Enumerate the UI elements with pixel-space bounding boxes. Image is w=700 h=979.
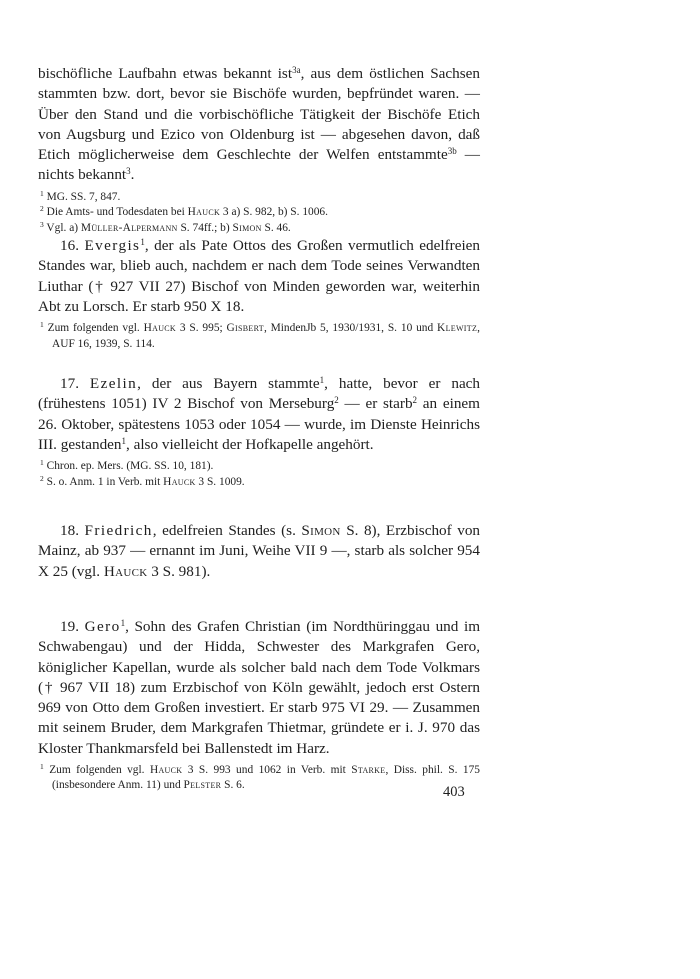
- footnote-text: 3 S. 993 und 1062 in Verb. mit: [182, 764, 352, 777]
- text: , edelfreien Standes (s.: [152, 522, 302, 539]
- footnote-number: 1: [40, 458, 44, 468]
- footnote-number: 1: [40, 320, 44, 330]
- footnotes: [38, 321, 480, 352]
- footnote-number: 1: [40, 188, 44, 198]
- text: S. 8), Erzbischof von Mainz, ab 937 — ernannt im Juni, Weihe VII 9 —, starb als solcher 954 X 25 (vgl.: [38, 522, 481, 580]
- footnote-text: 3 S. 1009.: [195, 475, 245, 488]
- intro-paragraph: [38, 64, 480, 186]
- footnote: [38, 763, 480, 794]
- text: , hatte, bevor er nach (frühestens 1051) IV 2 Bischof von Merseburg: [38, 375, 481, 413]
- footnote-marker[interactable]: 1: [121, 435, 126, 446]
- footnote: [38, 459, 480, 474]
- footnote-number: 2: [40, 473, 44, 483]
- text: — nichts bekannt: [38, 146, 480, 184]
- author-name: Hauck: [187, 206, 221, 219]
- intro-section: [38, 64, 480, 236]
- footnote-text: Zum folgenden vgl.: [49, 764, 150, 777]
- footnote-text: Die Amts- und Todesdaten bei: [46, 206, 188, 219]
- text: , aus dem östlichen Sachsen stammten bzw. dort, bevor sie Bischöfe wurden, bepfründet waren. — Über den Stand und die vorbischöfliche Tätigkeit der Bischöfe Etich von Augsburg und Ezico von Oldenburg ist — abgesehen davon, daß Etich möglicherweise dem Geschlechte der Welfen entstammte: [38, 65, 480, 164]
- footnote-text: S. 46.: [261, 221, 291, 234]
- entry-paragraph: [38, 236, 480, 317]
- footnote: [38, 190, 480, 205]
- footnotes: [38, 459, 480, 490]
- footnote-marker[interactable]: 1: [319, 375, 325, 385]
- text: , Sohn des Grafen Christian (im Nordthüringgau und im Schwabengau) und der Hidda, Schwester des Markgrafen Gero, königlicher Kapellan, wurde als solcher bald nach dem Tode Volkmars († 967 VII 18) zum Erzbischof von Köln gewählt, jedoch erst Ostern 969 von Otto dem Großen investiert. Er starb 975 VI 29. — Zusammen mit seinem Bruder, dem Markgrafen Thietmar, gründete er i. J. 970 das Kloster Thankmarsfeld bei Ballenstedt im Harz.: [38, 618, 481, 757]
- footnote-text: 3 S. 995;: [176, 322, 227, 335]
- author-name: Hauck: [149, 764, 183, 777]
- footnote-text: 3 a) S. 982, b) S. 1006.: [220, 206, 328, 219]
- entry-paragraph: [38, 521, 480, 582]
- footnote-marker[interactable]: 2: [334, 395, 339, 406]
- footnote-number: 3: [40, 219, 44, 229]
- footnote: [38, 205, 480, 220]
- footnote-text: S. 6.: [221, 779, 245, 792]
- author-name: Simon: [301, 522, 341, 539]
- footnote-marker[interactable]: 3: [126, 166, 131, 177]
- footnote-text: Chron. ep. Mers. (MG. SS. 10, 181).: [46, 460, 214, 473]
- footnote-number: 1: [40, 762, 44, 772]
- entry-number: 17.: [60, 375, 79, 392]
- footnote-number: 2: [40, 204, 44, 214]
- entry-16: [38, 236, 480, 352]
- entry-18: [38, 521, 480, 582]
- footnote: [38, 475, 480, 490]
- footnote-marker[interactable]: 2: [412, 395, 418, 406]
- author-name: Hauck: [103, 562, 148, 580]
- footnote-marker[interactable]: 3a: [292, 65, 301, 75]
- entry-name: Gero: [84, 618, 121, 635]
- footnote-text: , MindenJb 5, 1930/1931, S. 10 und: [263, 322, 438, 335]
- entry-number: 19.: [60, 618, 79, 635]
- footnote: [38, 321, 480, 352]
- footnote-text: Vgl. a): [46, 221, 81, 234]
- text: .: [130, 166, 135, 184]
- entry-19: [38, 617, 480, 794]
- footnote-text: S. o. Anm. 1 in Verb. mit: [46, 475, 164, 488]
- footnote-marker[interactable]: 1: [140, 237, 145, 247]
- text: , der als Pate Ottos des Großen vermutlich edelfreien Standes war, blieb auch, nachdem er nach dem Tode seines Verwandten Liuthar († 927 VII 27) Bischof von Minden geworden war, weiterhin Abt zu Lorsch. Er starb 950 X 18.: [38, 237, 480, 315]
- author-name: Klewitz: [437, 322, 478, 335]
- footnote-text: S. 74ff.; b): [177, 221, 233, 234]
- entry-number: 18.: [60, 522, 79, 539]
- footnote: [38, 221, 480, 236]
- author-name: Müller-Alpermann: [80, 221, 178, 234]
- text: — er starb: [338, 395, 413, 413]
- text: , der aus Bayern stammte: [137, 375, 320, 392]
- entry-name: Friedrich: [84, 522, 153, 539]
- text: , also vielleicht der Hofkapelle angehört.: [126, 435, 374, 453]
- text: 3 S. 981).: [147, 562, 211, 580]
- entry-name: Ezelin: [89, 375, 138, 392]
- text: bischöfliche Laufbahn etwas bekannt ist: [38, 65, 293, 82]
- entry-number: 16.: [60, 237, 79, 254]
- author-name: Simon: [232, 221, 262, 234]
- entry-paragraph: [38, 374, 480, 455]
- text: an einem 26. Oktober, spätestens 1053 oder 1054 — wurde, im Dienste Heinrichs III. gestanden: [38, 395, 480, 453]
- footnote-marker[interactable]: 1: [120, 618, 126, 628]
- footnote-text: Zum folgenden vgl.: [47, 322, 144, 335]
- page-number: 403: [443, 784, 465, 800]
- entry-paragraph: [38, 617, 480, 759]
- footnote-text: , AUF 16, 1939, S. 114.: [52, 322, 480, 350]
- author-name: Hauck: [163, 475, 196, 488]
- author-name: Hauck: [143, 322, 177, 335]
- footnote-marker[interactable]: 3b: [447, 146, 457, 157]
- footnotes: [38, 190, 480, 236]
- author-name: Pelster: [183, 779, 222, 792]
- entry-name: Evergis: [84, 237, 141, 254]
- footnote-text: MG. SS. 7, 847.: [46, 190, 121, 203]
- author-name: Starke: [351, 764, 386, 777]
- footnote-text: , Diss. phil. S. 175 (insbesondere Anm. 11) und: [52, 764, 480, 792]
- footnotes: [38, 763, 480, 794]
- author-name: Gisbert: [226, 322, 264, 335]
- entry-17: [38, 374, 480, 490]
